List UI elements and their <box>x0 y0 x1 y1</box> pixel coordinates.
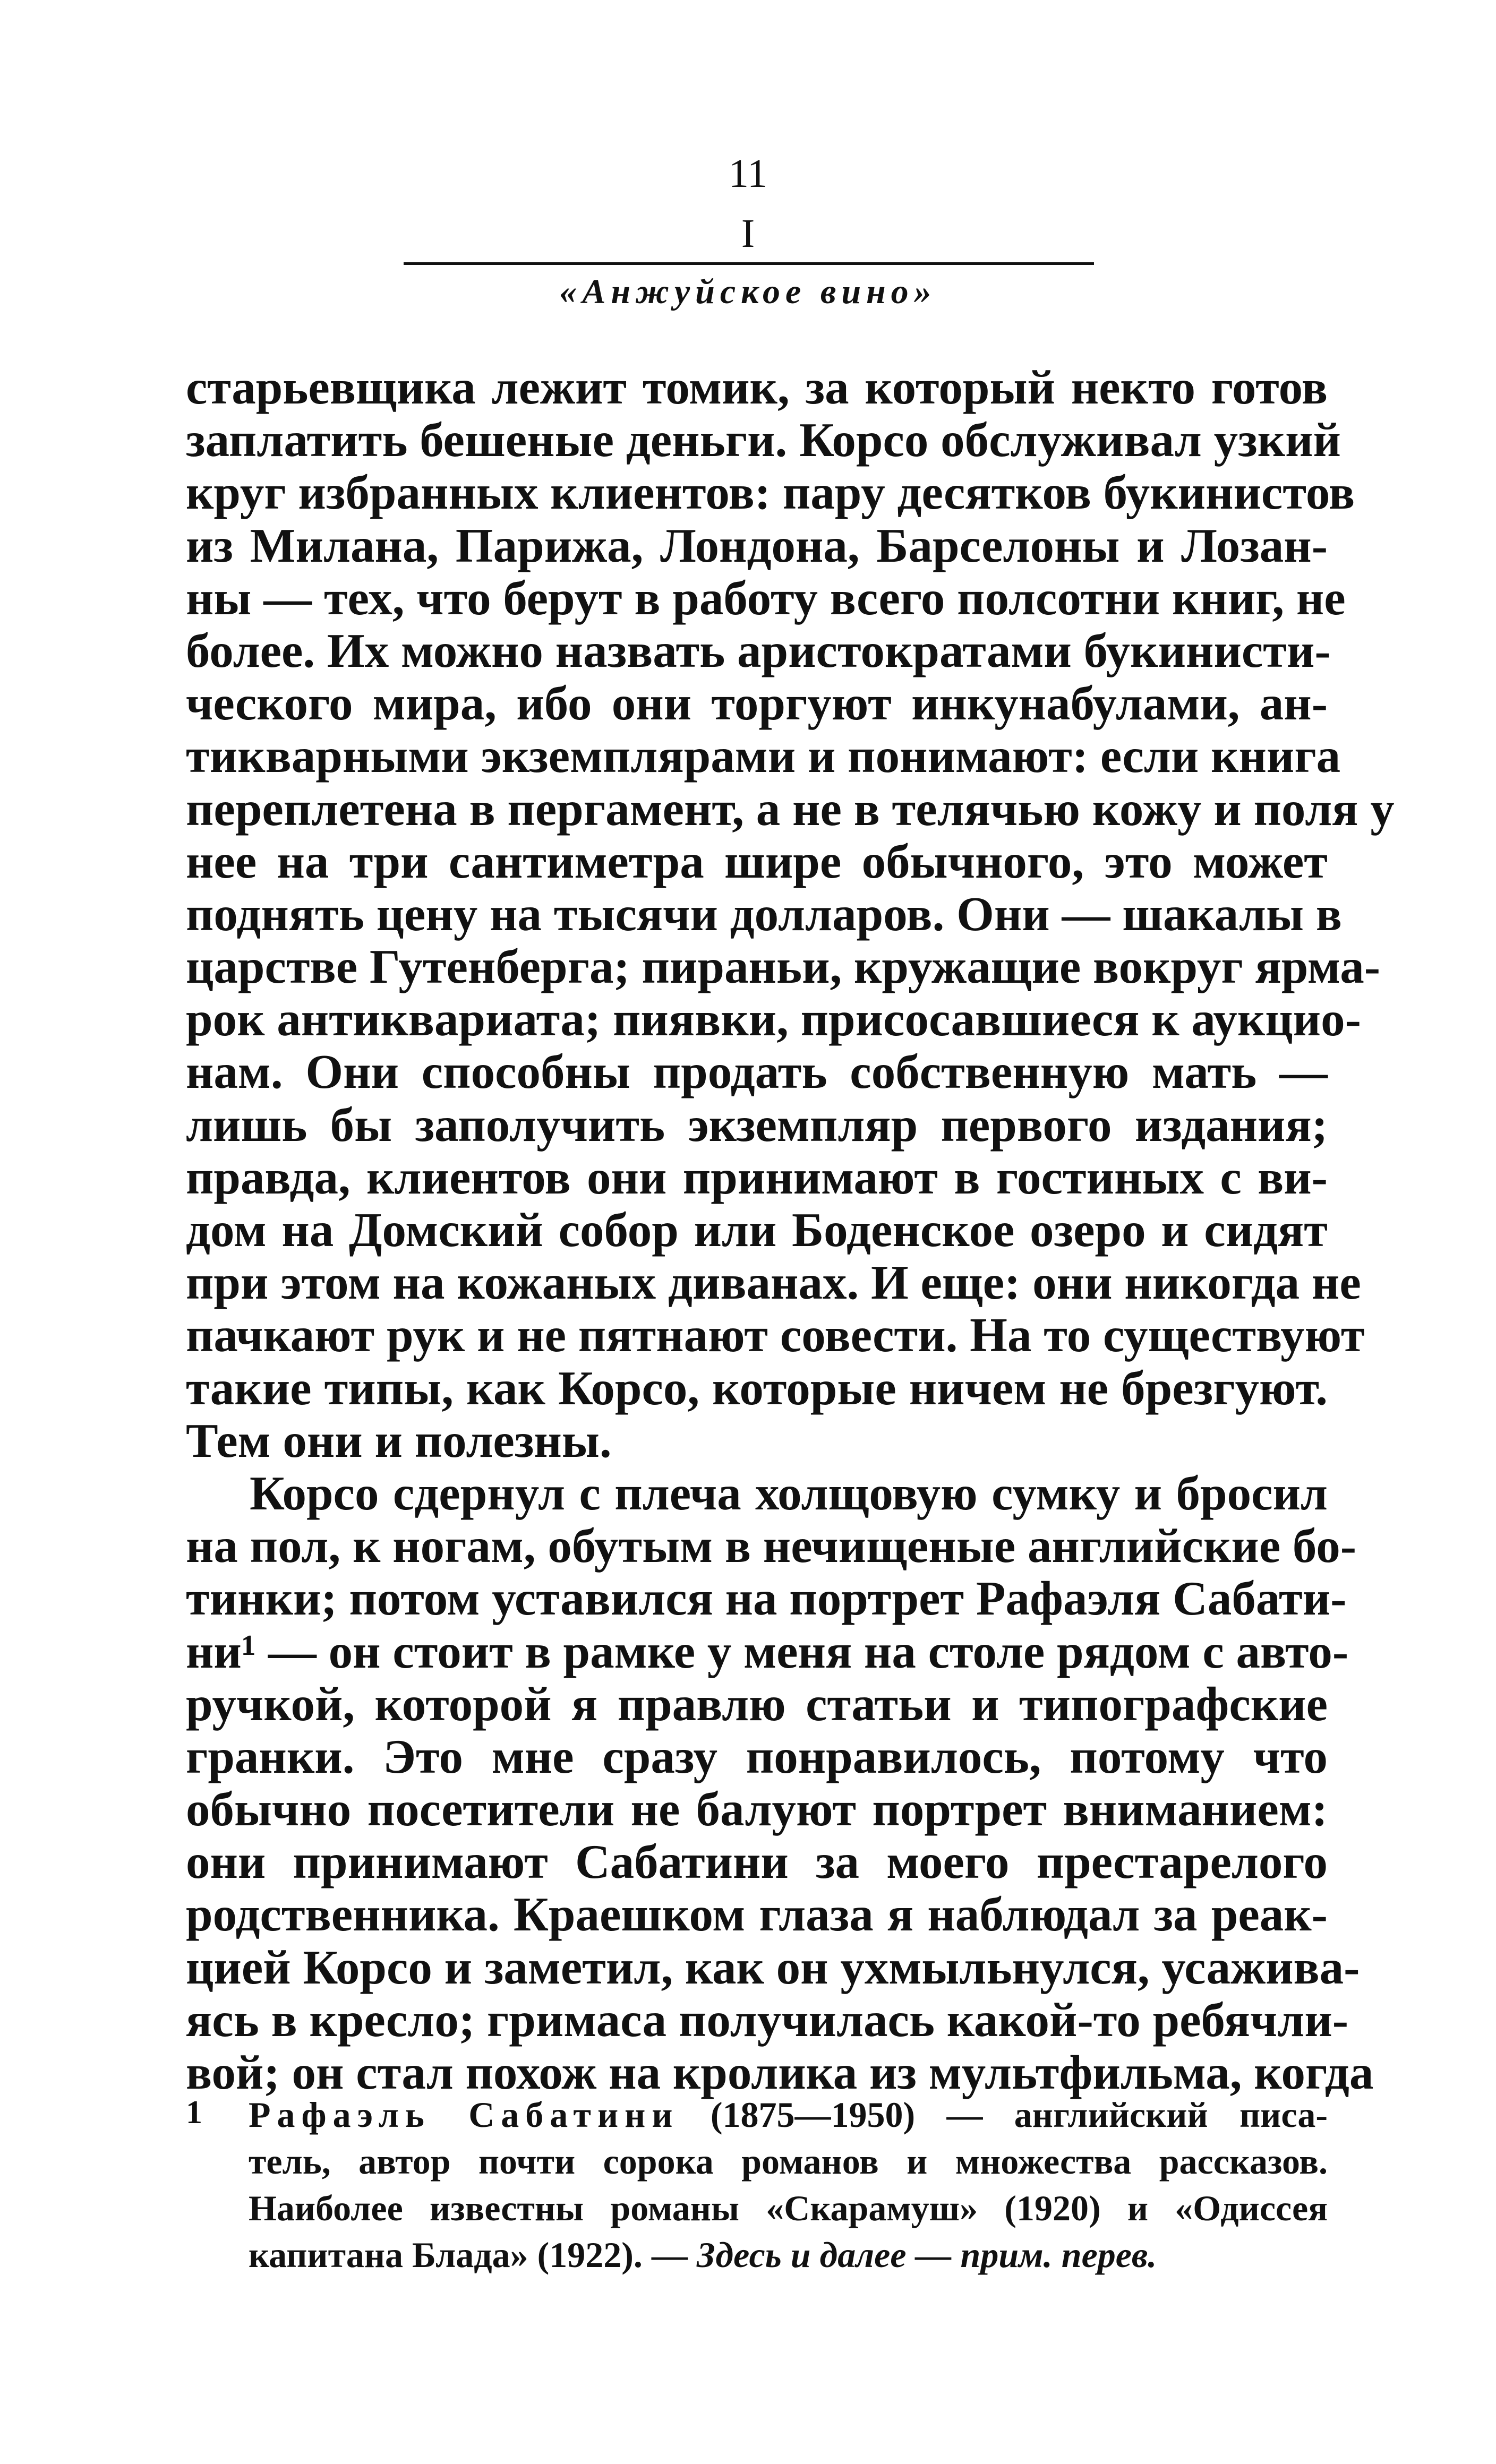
footnote-marker: 1 <box>186 2094 202 2131</box>
text-line: они принимают Сабатини за моего престарелого <box>186 1835 1328 1889</box>
footnote-line: Наиболее известны романы «Скарамуш» (1920) и «Одиссея <box>249 2188 1328 2228</box>
body-text <box>186 360 1395 2099</box>
paragraph-end-line: Тем они и полезны. <box>186 1413 612 1467</box>
text-line: пачкают рук и не пятнают совести. На то существуют <box>186 1308 1365 1362</box>
running-title: «Анжуйское вино» <box>559 272 937 311</box>
header-rule <box>404 262 1094 265</box>
text-line: обычно посетители не балуют портрет вниманием: <box>186 1782 1328 1836</box>
text-line: на пол, к ногам, обутым в нечищеные английские бо- <box>186 1519 1356 1573</box>
footnote-translator-note: Здесь и далее — прим. перев. <box>696 2235 1157 2275</box>
text-line: рок антиквариата; пиявки, присосавшиеся к аукцио- <box>186 992 1361 1046</box>
text-line: при этом на кожаных диванах. И еще: они никогда не <box>186 1256 1361 1310</box>
footnote-line-plain: капитана Блада» (1922). — <box>249 2235 697 2275</box>
text-line: ческого мира, ибо они торгуют инкунабулами, ан- <box>186 676 1328 731</box>
footnote-line <box>249 2231 1328 2278</box>
text-line: ручкой, которой я правлю статьи и типографские <box>186 1677 1328 1731</box>
text-line: тикварными экземплярами и понимают: если книга <box>186 729 1341 783</box>
text-line-with-footnote-ref: ни¹ — он стоит в рамке у меня на столе рядом с авто- <box>186 1624 1349 1678</box>
text-line: нам. Они способны продать собственную мать — <box>186 1045 1328 1099</box>
text-line: лишь бы заполучить экземпляр первого издания; <box>186 1097 1328 1152</box>
text-line: заплатить бешеные деньги. Корсо обслуживал узкий <box>186 413 1341 467</box>
paragraph-start-line: Корсо сдернул с плеча холщовую сумку и бросил <box>250 1466 1328 1520</box>
text-line: тинки; потом уставился на портрет Рафаэля Сабати- <box>186 1572 1347 1626</box>
text-line: поднять цену на тысячи долларов. Они — шакалы в <box>186 887 1342 941</box>
text-line: ны — тех, что берут в работу всего полсотни книг, не <box>186 571 1346 625</box>
text-line: переплетена в пергамент, а не в телячью кожу и поля у <box>186 782 1395 836</box>
text-line: старьевщика лежит томик, за который некто готов <box>186 360 1328 414</box>
text-line: из Милана, Парижа, Лондона, Барселоны и Лозан- <box>186 518 1328 572</box>
text-line: гранки. Это мне сразу понравилось, потому что <box>186 1729 1328 1783</box>
footnote-line: тель, автор почти сорока романов и множества рассказов. <box>249 2141 1328 2182</box>
text-line: родственника. Краешком глаза я наблюдал за реак- <box>186 1887 1328 1942</box>
chapter-number: I <box>741 211 755 256</box>
footnote-line <box>249 2091 1328 2138</box>
text-line: вой; он стал похож на кролика из мультфильма, когда <box>186 2046 1374 2099</box>
text-line: круг избранных клиентов: пару десятков букинистов <box>186 466 1355 520</box>
text-line: цией Корсо и заметил, как он ухмыльнулся, усажива- <box>186 1940 1360 1994</box>
text-line: более. Их можно назвать аристократами букинисти- <box>186 623 1331 677</box>
text-line: царстве Гутенберга; пираньи, кружащие вокруг ярма- <box>186 940 1381 994</box>
footnote-line-rest: (1875—1950) — английский писа- <box>679 2094 1328 2135</box>
page-number: 11 <box>728 151 768 196</box>
text-line: такие типы, как Корсо, которые ничем не брезгуют. <box>186 1361 1328 1415</box>
text-line: дом на Домский собор или Боденское озеро и сидят <box>186 1203 1328 1257</box>
footnote-text <box>249 2091 1328 2278</box>
text-line: правда, клиентов они принимают в гостиных с ви- <box>186 1150 1328 1204</box>
footnote-name: Рафаэль Сабатини <box>249 2094 679 2135</box>
text-line: ясь в кресло; гримаса получилась какой-то ребячли- <box>186 1993 1349 2047</box>
text-line: нее на три сантиметра шире обычного, это может <box>186 834 1328 888</box>
